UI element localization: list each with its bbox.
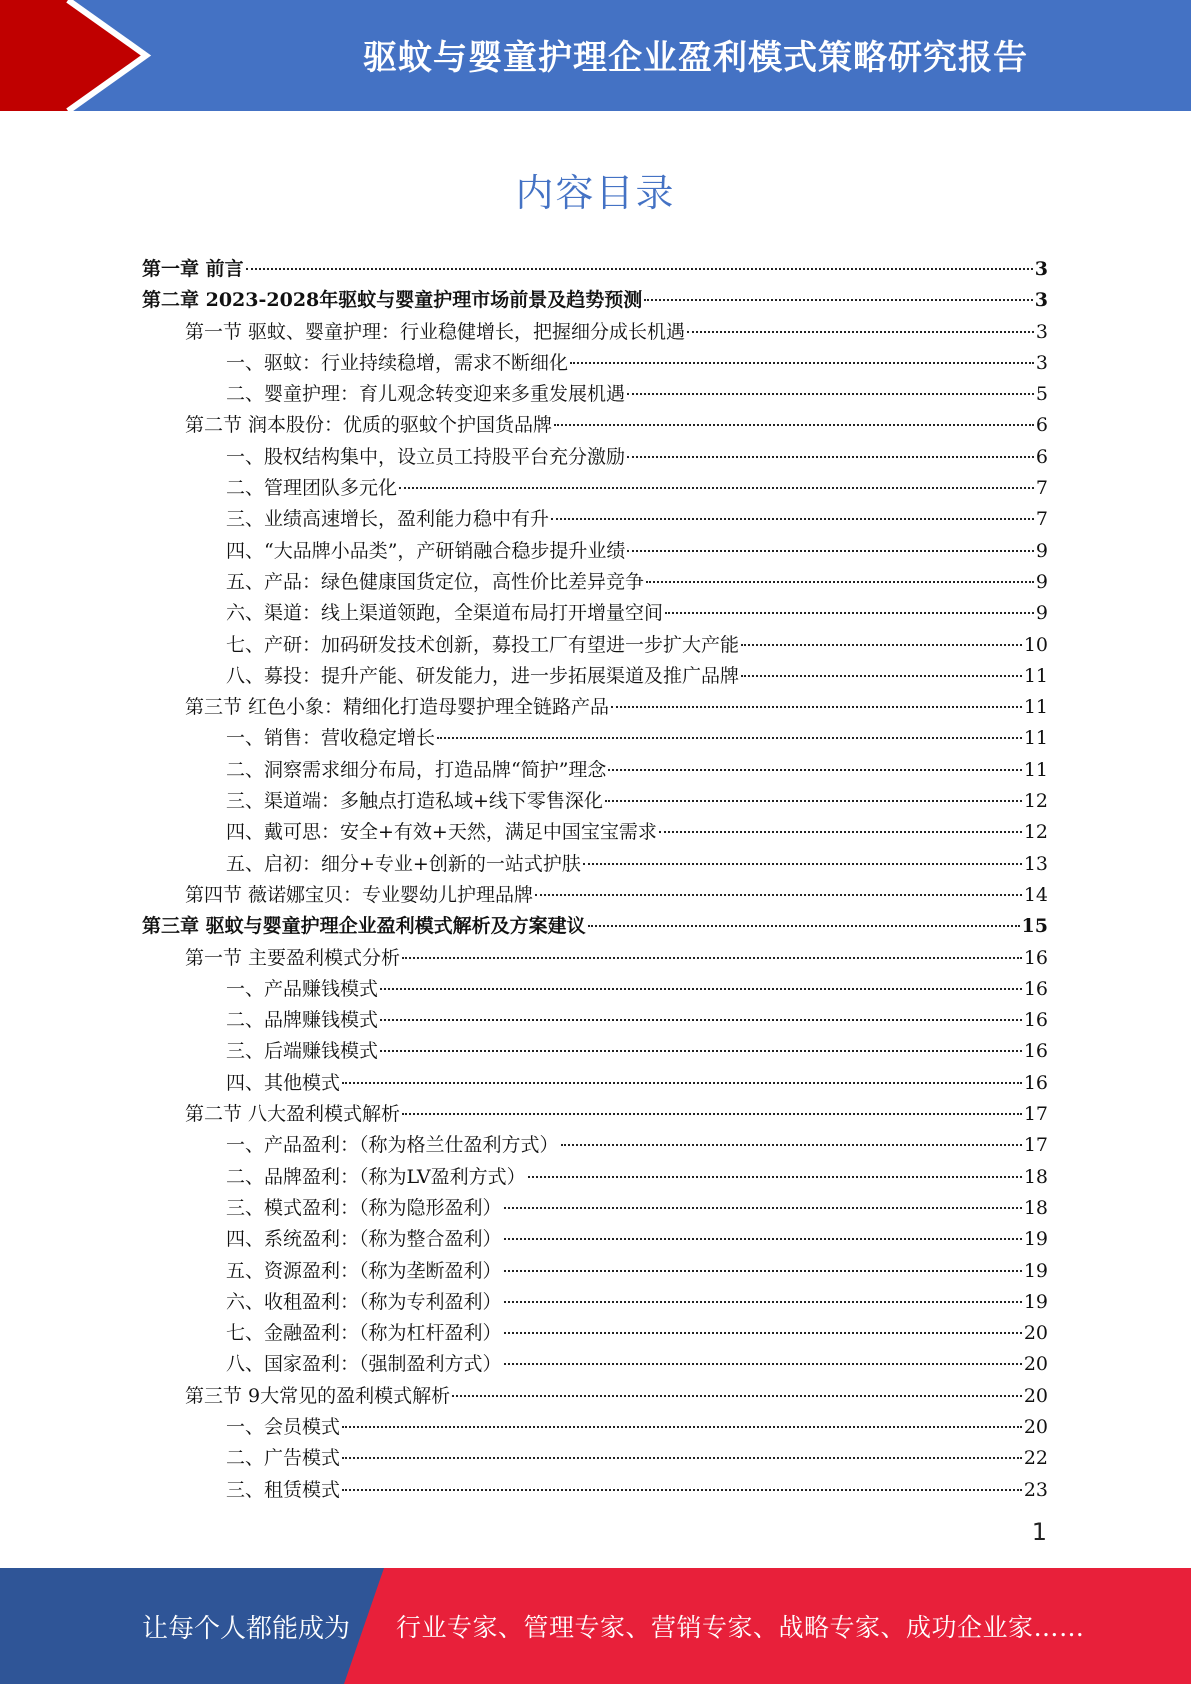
toc-leader-dots <box>528 1176 1022 1178</box>
toc-entry[interactable] <box>142 598 1048 629</box>
toc-entry-page: 12 <box>1023 821 1048 844</box>
toc-entry-page: 11 <box>1023 696 1048 719</box>
toc-entry-title: 三、业绩高速增长，盈利能力稳中有升 <box>226 508 550 531</box>
toc-leader-dots <box>551 518 1034 520</box>
toc-entry[interactable] <box>142 817 1048 848</box>
toc-entry-title: 第一节 主要盈利模式分析 <box>185 946 401 969</box>
toc-entry-title: 第一节 驱蚊、婴童护理：行业稳健增长，把握细分成长机遇 <box>185 320 686 343</box>
toc-entry[interactable] <box>142 1224 1048 1255</box>
toc-leader-dots <box>342 1426 1022 1428</box>
toc-entry-page: 3 <box>1034 258 1048 280</box>
toc-entry-page: 11 <box>1023 727 1048 750</box>
report-header <box>0 0 1191 111</box>
toc-entry-title: 六、渠道：线上渠道领跑，全渠道布局打开增量空间 <box>226 602 664 625</box>
toc-leader-dots <box>646 581 1034 583</box>
page-number: 1 <box>1031 1518 1047 1546</box>
toc-entry[interactable] <box>142 849 1048 880</box>
toc-entry-title: 七、产研：加码研发技术创新，募投工厂有望进一步扩大产能 <box>226 633 740 656</box>
toc-leader-dots <box>741 644 1022 646</box>
toc-leader-dots <box>570 362 1034 364</box>
toc-entry[interactable] <box>142 1475 1048 1506</box>
toc-entry[interactable] <box>142 410 1048 441</box>
toc-entry-page: 18 <box>1023 1165 1048 1188</box>
toc-entry[interactable] <box>142 567 1048 598</box>
toc-entry[interactable] <box>142 943 1048 974</box>
toc-leader-dots <box>644 299 1033 301</box>
toc-heading: 内容目录 <box>515 171 676 215</box>
report-footer <box>0 1568 1191 1684</box>
toc-entry-title: 第四节 薇诺娜宝贝：专业婴幼儿护理品牌 <box>185 883 534 906</box>
toc-leader-dots <box>687 331 1034 333</box>
toc-entry-title: 一、驱蚊：行业持续稳增，需求不断细化 <box>226 351 569 374</box>
toc-leader-dots <box>342 1489 1022 1491</box>
toc-entry-page: 16 <box>1023 946 1048 969</box>
toc-entry-page: 16 <box>1023 1009 1048 1032</box>
toc-entry-page: 7 <box>1035 508 1048 531</box>
toc-leader-dots <box>402 957 1022 959</box>
toc-entry[interactable] <box>142 692 1048 723</box>
toc-entry-page: 19 <box>1023 1290 1048 1313</box>
toc-entry[interactable] <box>142 880 1048 911</box>
toc-entry-page: 19 <box>1023 1259 1048 1282</box>
toc-entry-page: 22 <box>1023 1447 1048 1470</box>
toc-entry-page: 5 <box>1035 383 1048 406</box>
toc-entry[interactable] <box>142 755 1048 786</box>
toc-entry-title: 一、产品盈利：（称为格兰仕盈利方式） <box>226 1134 559 1157</box>
toc-entry-title: 二、管理团队多元化 <box>226 477 398 500</box>
toc-entry-title: 三、后端赚钱模式 <box>226 1040 379 1063</box>
footer-slogan-left: 让每个人都能成为 <box>142 1613 351 1644</box>
toc-entry-page: 6 <box>1035 445 1048 468</box>
toc-leader-dots <box>535 894 1022 896</box>
toc-entry[interactable] <box>142 786 1048 817</box>
toc-entry-page: 17 <box>1023 1103 1048 1126</box>
toc-entry[interactable] <box>142 473 1048 504</box>
toc-entry[interactable] <box>142 1287 1048 1318</box>
toc-entry[interactable] <box>142 1256 1048 1287</box>
toc-leader-dots <box>611 706 1022 708</box>
toc-leader-dots <box>665 612 1034 614</box>
toc-entry-title: 二、品牌盈利：（称为LV盈利方式） <box>226 1165 526 1188</box>
toc-entry[interactable] <box>142 442 1048 473</box>
toc-entry[interactable] <box>142 1005 1048 1036</box>
toc-entry-title: 一、销售：营收稳定增长 <box>226 727 436 750</box>
toc-leader-dots <box>627 393 1034 395</box>
toc-leader-dots <box>437 737 1022 739</box>
toc-leader-dots <box>452 1395 1022 1397</box>
toc-entry-page: 16 <box>1023 1071 1048 1094</box>
report-title: 驱蚊与婴童护理企业盈利模式策略研究报告 <box>363 37 1028 78</box>
toc-entry-title: 第二节 八大盈利模式解析 <box>185 1103 401 1126</box>
toc-entry[interactable] <box>142 1130 1048 1161</box>
toc-entry-title: 第三章 驱蚊与婴童护理企业盈利模式解析及方案建议 <box>142 915 586 938</box>
toc-entry-page: 11 <box>1023 758 1048 781</box>
toc-entry-page: 6 <box>1035 414 1048 437</box>
toc-leader-dots <box>399 487 1034 489</box>
toc-entry[interactable] <box>142 254 1048 285</box>
toc-entry[interactable] <box>142 1412 1048 1443</box>
toc-entry-page: 20 <box>1023 1322 1048 1345</box>
toc-entry-title: 二、婴童护理：育儿观念转变迎来多重发展机遇 <box>226 383 626 406</box>
toc-entry-title: 四、戴可思：安全+有效+天然，满足中国宝宝需求 <box>226 821 657 844</box>
toc-entry-title: 三、模式盈利：（称为隐形盈利） <box>226 1196 502 1219</box>
toc-entry-title: 一、产品赚钱模式 <box>226 977 379 1000</box>
toc-leader-dots <box>741 675 1022 677</box>
toc-leader-dots <box>605 800 1022 802</box>
toc-entry-title: 五、产品：绿色健康国货定位，高性价比差异竞争 <box>226 570 645 593</box>
toc-entry-page: 12 <box>1023 790 1048 813</box>
toc-entry-page: 10 <box>1023 633 1048 656</box>
toc-entry-page: 9 <box>1035 539 1048 562</box>
toc-entry[interactable] <box>142 504 1048 535</box>
toc-leader-dots <box>627 550 1033 552</box>
toc-leader-dots <box>588 925 1020 927</box>
toc-entry-page: 20 <box>1023 1415 1048 1438</box>
toc-entry[interactable] <box>142 723 1048 754</box>
toc-entry[interactable] <box>142 661 1048 692</box>
toc-leader-dots <box>608 769 1021 771</box>
toc-entry-title: 四、其他模式 <box>226 1071 341 1094</box>
table-of-contents <box>142 254 1048 1506</box>
toc-entry[interactable] <box>142 1099 1048 1130</box>
toc-entry-page: 15 <box>1021 915 1048 938</box>
toc-entry[interactable] <box>142 536 1048 567</box>
toc-entry[interactable] <box>142 317 1048 348</box>
toc-leader-dots <box>380 1050 1022 1052</box>
toc-leader-dots <box>380 1019 1022 1021</box>
toc-entry-title: 三、渠道端：多触点打造私域+线下零售深化 <box>226 790 603 813</box>
toc-entry-title: 八、国家盈利：（强制盈利方式） <box>226 1353 502 1376</box>
toc-entry-page: 3 <box>1035 320 1048 343</box>
toc-leader-dots <box>561 1144 1022 1146</box>
toc-entry[interactable] <box>142 1036 1048 1067</box>
toc-entry-page: 11 <box>1023 664 1048 687</box>
toc-entry-title: 一、会员模式 <box>226 1415 341 1438</box>
toc-entry[interactable] <box>142 348 1048 379</box>
toc-entry-page: 16 <box>1023 1040 1048 1063</box>
toc-entry-title: 八、募投：提升产能、研发能力，进一步拓展渠道及推广品牌 <box>226 664 740 687</box>
toc-entry[interactable] <box>142 285 1048 316</box>
toc-entry-title: 一、股权结构集中，设立员工持股平台充分激励 <box>226 445 626 468</box>
toc-entry[interactable] <box>142 1349 1048 1380</box>
toc-entry-page: 18 <box>1023 1196 1048 1219</box>
toc-entry-title: 第二节 润本股份：优质的驱蚊个护国货品牌 <box>185 414 553 437</box>
toc-entry-title: 五、启初：细分+专业+创新的一站式护肤 <box>226 852 581 875</box>
toc-leader-dots <box>504 1270 1022 1272</box>
footer-slogan-right: 行业专家、管理专家、营销专家、战略专家、成功企业家…… <box>396 1613 1085 1642</box>
toc-entry[interactable] <box>142 911 1048 942</box>
toc-leader-dots <box>583 863 1022 865</box>
toc-leader-dots <box>659 831 1022 833</box>
toc-leader-dots <box>504 1332 1022 1334</box>
toc-entry-page: 7 <box>1035 477 1048 500</box>
toc-entry-page: 19 <box>1023 1228 1048 1251</box>
toc-entry-title: 五、资源盈利：（称为垄断盈利） <box>226 1259 502 1282</box>
toc-entry[interactable] <box>142 1068 1048 1099</box>
toc-leader-dots <box>504 1238 1022 1240</box>
toc-entry-title: 二、洞察需求细分布局，打造品牌“简护”理念 <box>226 758 607 781</box>
toc-entry-title: 第一章 前言 <box>142 258 244 280</box>
toc-leader-dots <box>246 268 1033 270</box>
toc-entry-page: 17 <box>1023 1134 1048 1157</box>
toc-entry-page: 9 <box>1035 602 1048 625</box>
toc-entry-title: 第三节 9大常见的盈利模式解析 <box>185 1384 451 1407</box>
toc-leader-dots <box>380 988 1022 990</box>
toc-entry-title: 四、“大品牌小品类”，产研销融合稳步提升业绩 <box>226 539 626 562</box>
toc-entry-title: 二、品牌赚钱模式 <box>226 1009 379 1032</box>
header-arrow-icon <box>0 0 160 111</box>
toc-entry-page: 23 <box>1023 1478 1048 1501</box>
toc-leader-dots <box>504 1301 1022 1303</box>
toc-entry-page: 20 <box>1023 1384 1048 1407</box>
toc-entry[interactable] <box>142 1193 1048 1224</box>
toc-entry-page: 16 <box>1023 977 1048 1000</box>
toc-entry-title: 三、租赁模式 <box>226 1478 341 1501</box>
toc-entry-title: 四、系统盈利：（称为整合盈利） <box>226 1228 502 1251</box>
toc-leader-dots <box>342 1082 1022 1084</box>
toc-entry-page: 14 <box>1023 883 1048 906</box>
toc-leader-dots <box>554 424 1034 426</box>
toc-entry[interactable] <box>142 1443 1048 1474</box>
toc-leader-dots <box>504 1363 1022 1365</box>
toc-entry-title: 第二章 2023-2028年驱蚊与婴童护理市场前景及趋势预测 <box>142 289 643 312</box>
toc-entry-page: 9 <box>1035 570 1048 593</box>
toc-leader-dots <box>504 1207 1022 1209</box>
toc-entry[interactable] <box>142 1162 1048 1193</box>
toc-entry[interactable] <box>142 1381 1048 1412</box>
toc-entry-page: 20 <box>1023 1353 1048 1376</box>
toc-entry-title: 二、广告模式 <box>226 1447 341 1470</box>
toc-entry-page: 3 <box>1034 289 1048 312</box>
toc-leader-dots <box>627 456 1034 458</box>
toc-entry-page: 13 <box>1023 852 1048 875</box>
toc-entry-page: 3 <box>1035 351 1048 374</box>
toc-entry[interactable] <box>142 974 1048 1005</box>
toc-entry[interactable] <box>142 379 1048 410</box>
toc-entry[interactable] <box>142 1318 1048 1349</box>
toc-leader-dots <box>342 1457 1022 1459</box>
toc-entry-title: 七、金融盈利：（称为杠杆盈利） <box>226 1322 502 1345</box>
toc-entry[interactable] <box>142 630 1048 661</box>
toc-entry-title: 六、收租盈利：（称为专利盈利） <box>226 1290 502 1313</box>
toc-entry-title: 第三节 红色小象：精细化打造母婴护理全链路产品 <box>185 696 610 719</box>
toc-leader-dots <box>402 1113 1022 1115</box>
